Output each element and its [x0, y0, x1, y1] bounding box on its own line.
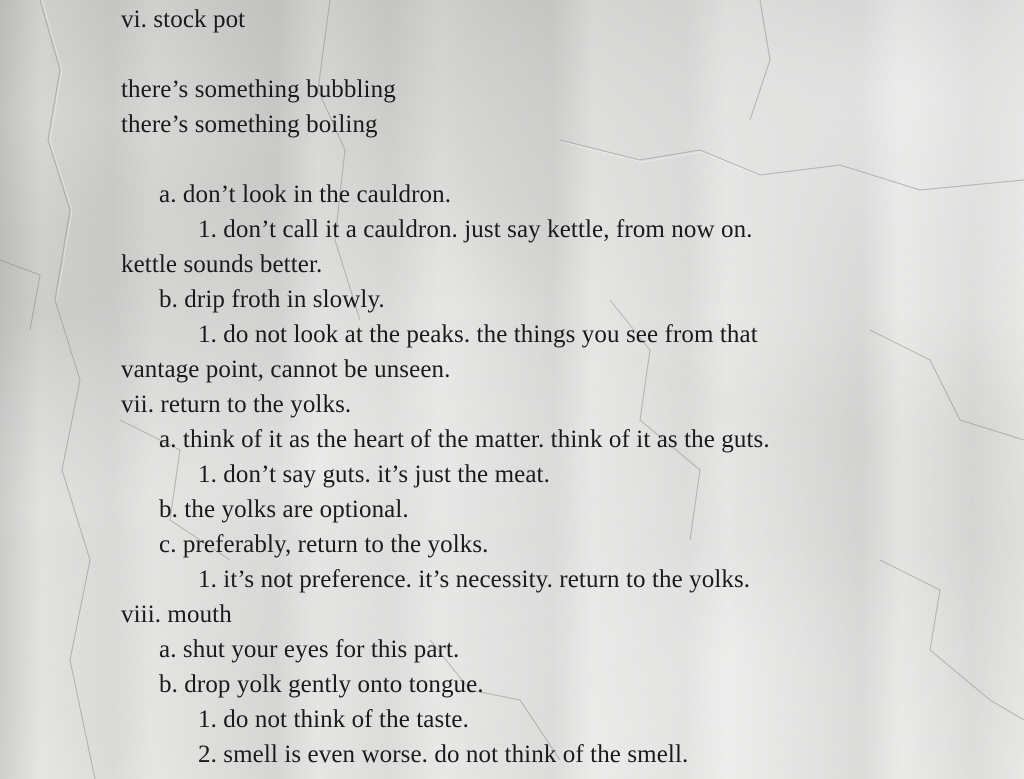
poem-line: b. the yolks are optional. — [159, 496, 409, 523]
section-heading-vii: vii. return to the yolks. — [121, 391, 352, 418]
poem-line: 1. do not think of the taste. — [198, 706, 469, 733]
poem-line: there’s something bubbling — [121, 76, 396, 103]
poem-line: b. drop yolk gently onto tongue. — [159, 671, 484, 698]
poem-line: b. drip froth in slowly. — [159, 286, 385, 313]
poem-line: 1. don’t say guts. it’s just the meat. — [198, 461, 550, 488]
poem-line: a. think of it as the heart of the matter. think of it as the guts. — [159, 426, 770, 453]
poem-line: 1. it’s not preference. it’s necessity. return to the yolks. — [198, 566, 751, 593]
poem-line: 1. do not look at the peaks. the things you see from that — [198, 321, 758, 348]
poem-line: 2. smell is even worse. do not think of the smell. — [198, 741, 689, 768]
poem-line: 1. don’t call it a cauldron. just say kettle, from now on. — [198, 216, 753, 243]
poem-line: a. shut your eyes for this part. — [159, 636, 460, 663]
section-heading-vi: vi. stock pot — [121, 6, 246, 33]
section-heading-viii: viii. mouth — [121, 601, 232, 628]
poem-line: there’s something boiling — [121, 111, 378, 138]
poem-line: c. preferably, return to the yolks. — [159, 531, 489, 558]
poem-line: a. don’t look in the cauldron. — [159, 181, 452, 208]
poem-line: vantage point, cannot be unseen. — [121, 356, 451, 383]
poem-line: kettle sounds better. — [121, 251, 323, 278]
